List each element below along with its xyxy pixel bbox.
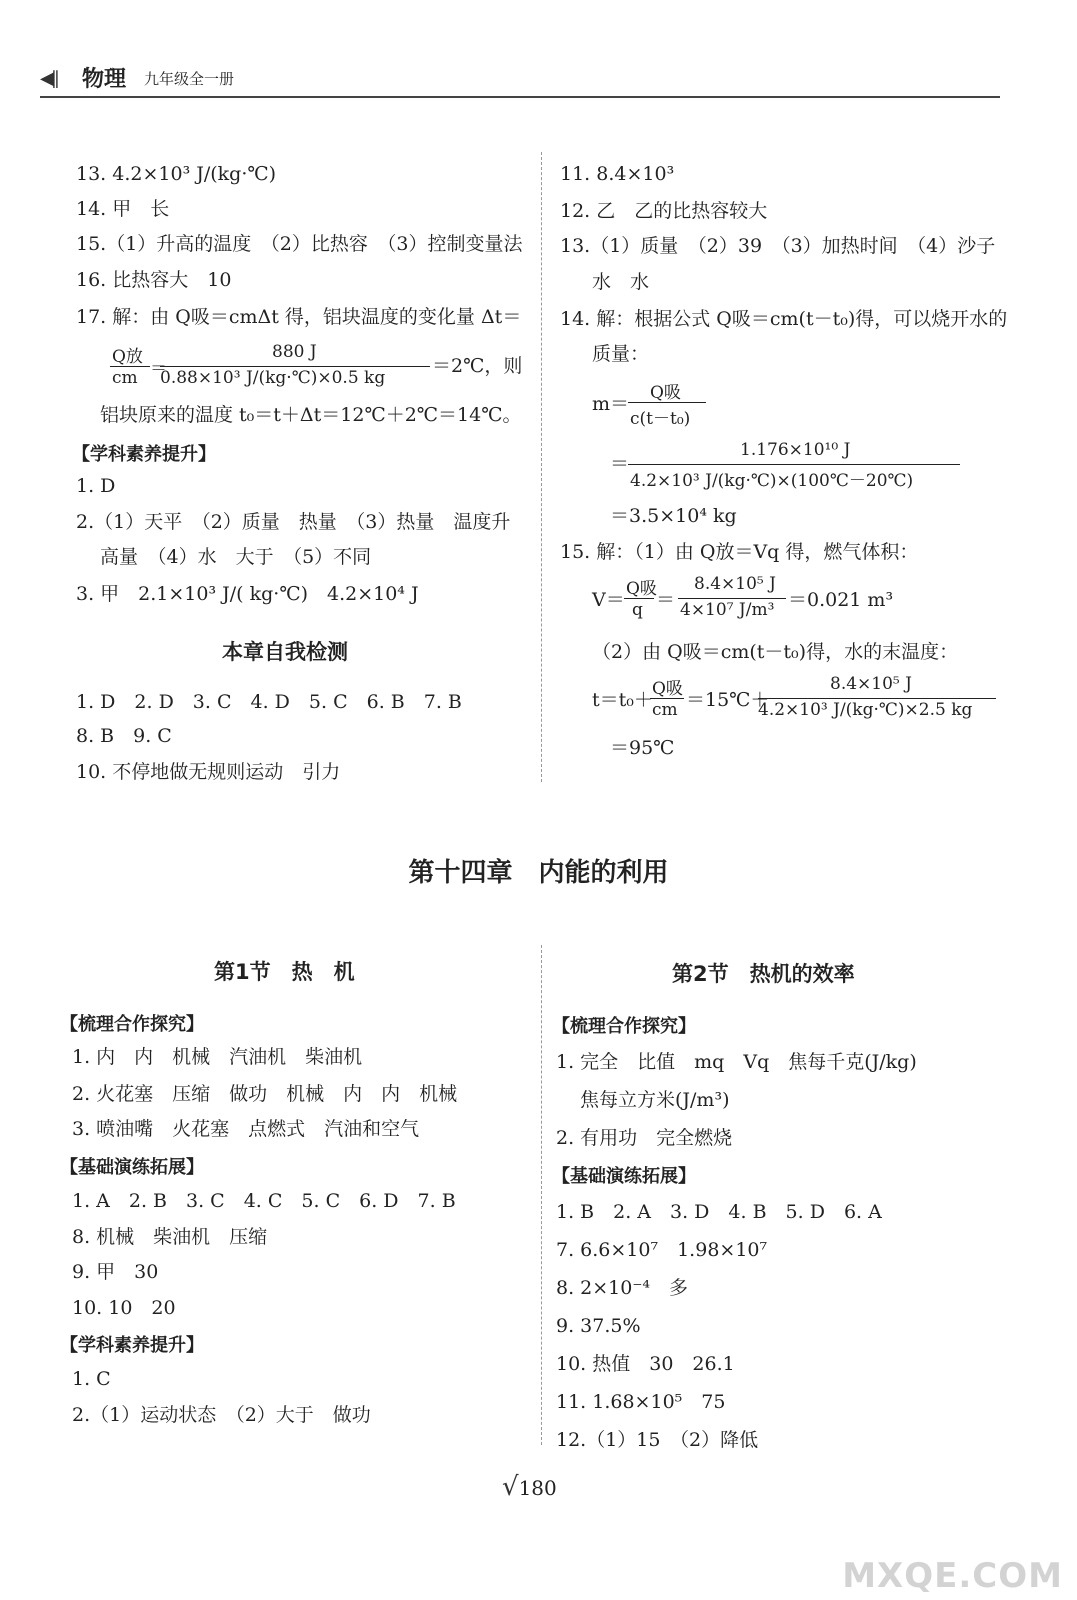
fraction-denominator: c(t－t₀) xyxy=(630,409,691,429)
page-number-ornament-icon: √ xyxy=(502,1472,519,1502)
answer-line: ＝2℃，则 xyxy=(432,355,523,377)
page-number xyxy=(502,1472,557,1502)
fraction-bar xyxy=(110,366,150,367)
answer-line: 1. 完全 比值 mq Vq 焦每千克(J/kg) xyxy=(556,1051,917,1073)
section-heading: 【学科素养提升】 xyxy=(60,1335,204,1356)
answer-line: 2. 火花塞 压缩 做功 机械 内 内 机械 xyxy=(72,1083,458,1105)
answer-line: 铝块原来的温度 t₀＝t＋Δt＝12℃＋2℃＝14℃。 xyxy=(100,404,522,426)
fraction-bar xyxy=(160,366,430,367)
equals-sign: ＝ xyxy=(656,589,676,611)
answer-line: 1. 内 内 机械 汽油机 柴油机 xyxy=(72,1046,363,1068)
answer-line: 15. 解：（1）由 Q放＝Vq 得，燃气体积： xyxy=(560,541,919,563)
answer-line: （2）由 Q吸＝cm(t－t₀)得，水的末温度： xyxy=(592,641,959,663)
fraction-denominator: 0.88×10³ J/(kg·℃)×0.5 kg xyxy=(160,368,386,388)
fraction-denominator: cm xyxy=(652,700,678,720)
fraction-numerator: Q吸 xyxy=(626,579,657,599)
answer-line: ＝95℃ xyxy=(610,737,675,759)
answer-line: 14. 解：根据公式 Q吸＝cm(t－t₀)得，可以烧开水的 xyxy=(560,308,1008,330)
answer-line: ＝0.021 m³ xyxy=(788,589,894,611)
answer-line: 8. B 9. C xyxy=(76,725,172,747)
answer-line: 9. 37.5% xyxy=(556,1315,641,1337)
section-heading: 【学科素养提升】 xyxy=(72,444,216,465)
formula-lhs: m＝ xyxy=(592,393,630,415)
answer-line: 1. A 2. B 3. C 4. C 5. C 6. D 7. B xyxy=(72,1190,456,1212)
fraction-bar xyxy=(628,464,960,465)
answer-line: 1. C xyxy=(72,1368,111,1390)
answer-line: 12. 乙 乙的比热容较大 xyxy=(560,200,768,222)
fraction-numerator: Q吸 xyxy=(650,383,681,403)
answer-line: 8. 机械 柴油机 压缩 xyxy=(72,1226,268,1248)
fraction-bar xyxy=(628,402,706,403)
fraction-numerator: 8.4×10⁵ J xyxy=(694,574,776,594)
answer-line: 焦每立方米(J/m³) xyxy=(580,1089,730,1111)
answer-line: 10. 不停地做无规则运动 引力 xyxy=(76,761,341,783)
section-heading: 【梳理合作探究】 xyxy=(60,1014,204,1035)
fraction-denominator: q xyxy=(632,600,643,620)
fraction-numerator: Q放 xyxy=(112,347,143,367)
equals-sign: ＝ xyxy=(150,359,167,379)
header-grade: 九年级全一册 xyxy=(144,70,235,88)
section-heading: 【基础演练拓展】 xyxy=(552,1166,696,1187)
answer-line: 3. 甲 2.1×10³ J/( kg·℃) 4.2×10⁴ J xyxy=(76,583,419,605)
answer-line: 2.（1）运动状态 （2）大于 做功 xyxy=(72,1404,371,1426)
self-test-title: 本章自我检测 xyxy=(222,640,348,664)
fraction-bar xyxy=(758,698,996,699)
answer-line: 水 水 xyxy=(592,271,650,293)
section-title: 第2节 热机的效率 xyxy=(672,962,855,986)
answer-line: ＝15℃＋ xyxy=(686,689,770,711)
answer-line: 1. D 2. D 3. C 4. D 5. C 6. B 7. B xyxy=(76,691,462,713)
header-subject: 物理 xyxy=(82,67,127,92)
formula-lhs: V＝ xyxy=(592,589,625,611)
page-number-value: 180 xyxy=(518,1476,557,1500)
answer-line: 13. 4.2×10³ J/(kg·℃) xyxy=(76,163,277,185)
formula-lhs: t＝t₀＋ xyxy=(592,689,653,711)
chapter-title: 第十四章 内能的利用 xyxy=(408,858,669,888)
fraction-bar xyxy=(624,598,654,599)
answer-line: 17. 解：由 Q吸＝cmΔt 得，铝块温度的变化量 Δt＝ xyxy=(76,306,522,328)
answer-line: 10. 热值 30 26.1 xyxy=(556,1353,735,1375)
fraction-numerator: 880 J xyxy=(272,342,317,362)
answer-line: 14. 甲 长 xyxy=(76,198,170,220)
fraction-numerator: 8.4×10⁵ J xyxy=(830,674,912,694)
answer-line: 13.（1）质量 （2）39 （3）加热时间 （4）沙子 xyxy=(560,235,996,257)
fraction-bar xyxy=(678,598,786,599)
fraction-denominator: 4.2×10³ J/(kg·℃)×2.5 kg xyxy=(758,700,973,720)
answer-line: 1. D xyxy=(76,475,116,497)
column-divider-top xyxy=(541,152,542,782)
fraction-denominator: 4.2×10³ J/(kg·℃)×(100℃－20℃) xyxy=(630,471,914,491)
fraction-numerator: Q吸 xyxy=(652,679,683,699)
answer-line: 2. 有用功 完全燃烧 xyxy=(556,1127,733,1149)
answer-line: 11. 1.68×10⁵ 75 xyxy=(556,1391,726,1413)
answer-line: 11. 8.4×10³ xyxy=(560,163,675,185)
header-ornament-icon: ◀|| xyxy=(40,68,57,89)
equals-sign: ＝ xyxy=(610,453,630,475)
answer-line: 16. 比热容大 10 xyxy=(76,269,232,291)
fraction-denominator: 4×10⁷ J/m³ xyxy=(680,600,775,620)
answer-line: ＝3.5×10⁴ kg xyxy=(610,505,737,527)
answer-line: 7. 6.6×10⁷ 1.98×10⁷ xyxy=(556,1239,768,1261)
answer-line: 3. 喷油嘴 火花塞 点燃式 汽油和空气 xyxy=(72,1118,420,1140)
fraction-denominator: cm xyxy=(112,368,138,388)
section-heading: 【梳理合作探究】 xyxy=(552,1016,696,1037)
watermark: MXQE.COM xyxy=(842,1556,1063,1596)
answer-line: 1. B 2. A 3. D 4. B 5. D 6. A xyxy=(556,1201,882,1223)
fraction-bar xyxy=(650,698,684,699)
section-heading: 【基础演练拓展】 xyxy=(60,1157,204,1178)
answer-line: 2.（1）天平 （2）质量 热量 （3）热量 温度升 xyxy=(76,511,511,533)
answer-line: 高量 （4）水 大于 （5）不同 xyxy=(100,546,372,568)
answer-line: 质量： xyxy=(592,343,650,365)
page-header xyxy=(40,62,1000,98)
fraction-numerator: 1.176×10¹⁰ J xyxy=(740,440,851,460)
section-title: 第1节 热 机 xyxy=(214,960,355,984)
answer-line: 12.（1）15 （2）降低 xyxy=(556,1429,759,1451)
answer-line: 10. 10 20 xyxy=(72,1297,176,1319)
answer-line: 9. 甲 30 xyxy=(72,1261,159,1283)
answer-line: 8. 2×10⁻⁴ 多 xyxy=(556,1277,688,1299)
column-divider-bottom xyxy=(541,945,542,1445)
answer-line: 15.（1）升高的温度 （2）比热容 （3）控制变量法 xyxy=(76,233,523,255)
